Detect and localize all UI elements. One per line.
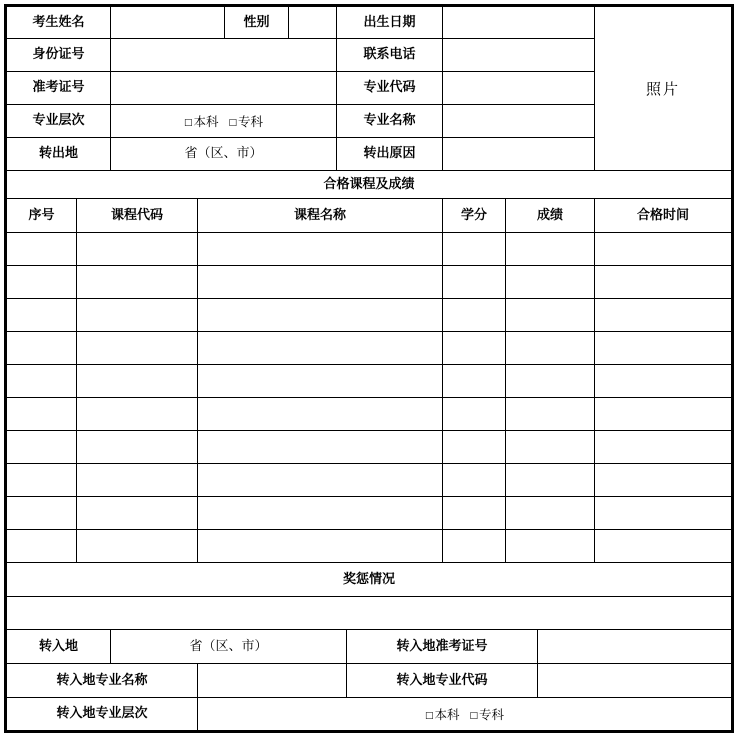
course-cell-empty	[198, 431, 443, 464]
course-cell-empty	[77, 233, 198, 266]
rewards-content-cell	[6, 597, 733, 630]
course-cell-empty	[77, 497, 198, 530]
course-cell-empty	[506, 530, 595, 563]
transfer-in-college-option-label: 专科	[479, 706, 505, 722]
row-rewards-content	[6, 597, 733, 630]
transfer-in-college-option	[470, 707, 505, 722]
id-number-label: 身份证号	[6, 39, 111, 72]
admission-ticket-label: 准考证号	[6, 72, 111, 105]
course-cell-empty	[6, 431, 77, 464]
course-cell-empty	[6, 497, 77, 530]
transfer-in-admission-ticket-label: 转入地准考证号	[347, 630, 538, 664]
course-cell-empty	[595, 398, 733, 431]
gender-value	[289, 6, 337, 39]
course-cell-empty	[77, 530, 198, 563]
course-cell-empty	[198, 398, 443, 431]
course-cell-empty	[198, 233, 443, 266]
course-cell-empty	[443, 299, 506, 332]
row-transfer-in-major	[6, 664, 733, 698]
course-cell-empty	[77, 299, 198, 332]
course-cell-empty	[6, 266, 77, 299]
course-cell-empty	[595, 530, 733, 563]
course-cell-empty	[198, 365, 443, 398]
course-cell-empty	[595, 464, 733, 497]
course-cell-empty	[77, 398, 198, 431]
course-row	[6, 233, 733, 266]
course-col-score: 成绩	[506, 199, 595, 233]
course-cell-empty	[6, 398, 77, 431]
course-cell-empty	[595, 497, 733, 530]
course-cell-empty	[595, 266, 733, 299]
course-row	[6, 530, 733, 563]
course-row	[6, 398, 733, 431]
row-courses-title	[6, 171, 733, 199]
course-cell-empty	[77, 332, 198, 365]
transfer-out-place-label: 转出地	[6, 138, 111, 171]
transfer-in-admission-ticket-value	[538, 630, 733, 664]
course-table-empty-rows	[6, 233, 733, 563]
course-cell-empty	[6, 464, 77, 497]
transfer-in-major-code-value	[538, 664, 733, 698]
course-cell-empty	[198, 266, 443, 299]
course-cell-empty	[506, 233, 595, 266]
row-rewards-title	[6, 563, 733, 597]
course-cell-empty	[595, 332, 733, 365]
major-name-value	[443, 105, 595, 138]
transfer-in-undergraduate-option-label: 本科	[434, 706, 460, 722]
checkbox-transfer-in-college-icon: □	[469, 710, 479, 721]
course-cell-empty	[77, 365, 198, 398]
course-cell-empty	[595, 431, 733, 464]
course-cell-empty	[198, 530, 443, 563]
course-cell-empty	[506, 398, 595, 431]
transfer-in-major-name-label: 转入地专业名称	[6, 664, 198, 698]
course-row	[6, 464, 733, 497]
course-cell-empty	[595, 299, 733, 332]
course-cell-empty	[443, 398, 506, 431]
photo-placeholder: 照片	[595, 6, 733, 171]
course-cell-empty	[595, 365, 733, 398]
course-cell-empty	[443, 365, 506, 398]
checkbox-transfer-in-undergraduate-icon: □	[425, 710, 434, 721]
course-row	[6, 299, 733, 332]
rewards-section-title: 奖惩情况	[6, 563, 733, 597]
course-cell-empty	[198, 332, 443, 365]
gender-label: 性别	[225, 6, 289, 39]
form-table	[4, 4, 734, 733]
id-number-value	[111, 39, 337, 72]
course-cell-empty	[6, 332, 77, 365]
course-cell-empty	[443, 530, 506, 563]
course-cell-empty	[443, 233, 506, 266]
candidate-name-label: 考生姓名	[6, 6, 111, 39]
course-cell-empty	[443, 332, 506, 365]
undergraduate-option-label: 本科	[193, 113, 219, 129]
transfer-in-undergraduate-option	[425, 707, 460, 722]
transfer-out-reason-value	[443, 138, 595, 171]
transfer-in-level-options	[198, 698, 733, 732]
transfer-in-province-hint: 省（区、市）	[111, 630, 347, 664]
course-cell-empty	[506, 299, 595, 332]
transfer-in-major-level-label: 转入地专业层次	[6, 698, 198, 732]
transfer-in-place-label: 转入地	[6, 630, 111, 664]
row-candidate-name	[6, 6, 733, 39]
course-col-pass-date: 合格时间	[595, 199, 733, 233]
transfer-out-province-hint: 省（区、市）	[111, 138, 337, 171]
course-row	[6, 365, 733, 398]
course-cell-empty	[77, 266, 198, 299]
course-row	[6, 332, 733, 365]
course-col-code: 课程代码	[77, 199, 198, 233]
admission-ticket-value	[111, 72, 337, 105]
transfer-in-major-code-label: 转入地专业代码	[347, 664, 538, 698]
course-row	[6, 431, 733, 464]
course-cell-empty	[77, 464, 198, 497]
course-cell-empty	[198, 497, 443, 530]
row-transfer-in-place	[6, 630, 733, 664]
course-cell-empty	[6, 233, 77, 266]
major-name-label: 专业名称	[337, 105, 443, 138]
course-cell-empty	[595, 233, 733, 266]
birth-date-value	[443, 6, 595, 39]
major-level-options	[111, 105, 337, 138]
birth-date-label: 出生日期	[337, 6, 443, 39]
contact-phone-label: 联系电话	[337, 39, 443, 72]
course-cell-empty	[77, 431, 198, 464]
course-col-name: 课程名称	[198, 199, 443, 233]
candidate-name-value	[111, 6, 225, 39]
major-code-label: 专业代码	[337, 72, 443, 105]
course-cell-empty	[506, 266, 595, 299]
major-code-value	[443, 72, 595, 105]
course-cell-empty	[443, 266, 506, 299]
college-option	[229, 114, 264, 129]
course-col-credit: 学分	[443, 199, 506, 233]
course-row	[6, 497, 733, 530]
course-col-index: 序号	[6, 199, 77, 233]
course-cell-empty	[443, 431, 506, 464]
course-cell-empty	[506, 431, 595, 464]
college-option-label: 专科	[238, 113, 264, 129]
course-cell-empty	[506, 464, 595, 497]
courses-section-title: 合格课程及成绩	[6, 171, 733, 199]
course-cell-empty	[506, 332, 595, 365]
checkbox-college-icon: □	[228, 117, 238, 128]
course-row	[6, 266, 733, 299]
course-cell-empty	[198, 299, 443, 332]
major-level-label: 专业层次	[6, 105, 111, 138]
row-transfer-in-level	[6, 698, 733, 732]
checkbox-undergraduate-icon: □	[183, 117, 193, 128]
transfer-in-major-name-value	[198, 664, 347, 698]
course-cell-empty	[443, 497, 506, 530]
contact-phone-value	[443, 39, 595, 72]
course-header-row	[6, 199, 733, 233]
course-cell-empty	[443, 464, 506, 497]
course-cell-empty	[506, 497, 595, 530]
course-cell-empty	[6, 530, 77, 563]
transfer-out-reason-label: 转出原因	[337, 138, 443, 171]
course-cell-empty	[6, 365, 77, 398]
course-cell-empty	[198, 464, 443, 497]
course-cell-empty	[6, 299, 77, 332]
undergraduate-option	[184, 114, 219, 129]
course-cell-empty	[506, 365, 595, 398]
